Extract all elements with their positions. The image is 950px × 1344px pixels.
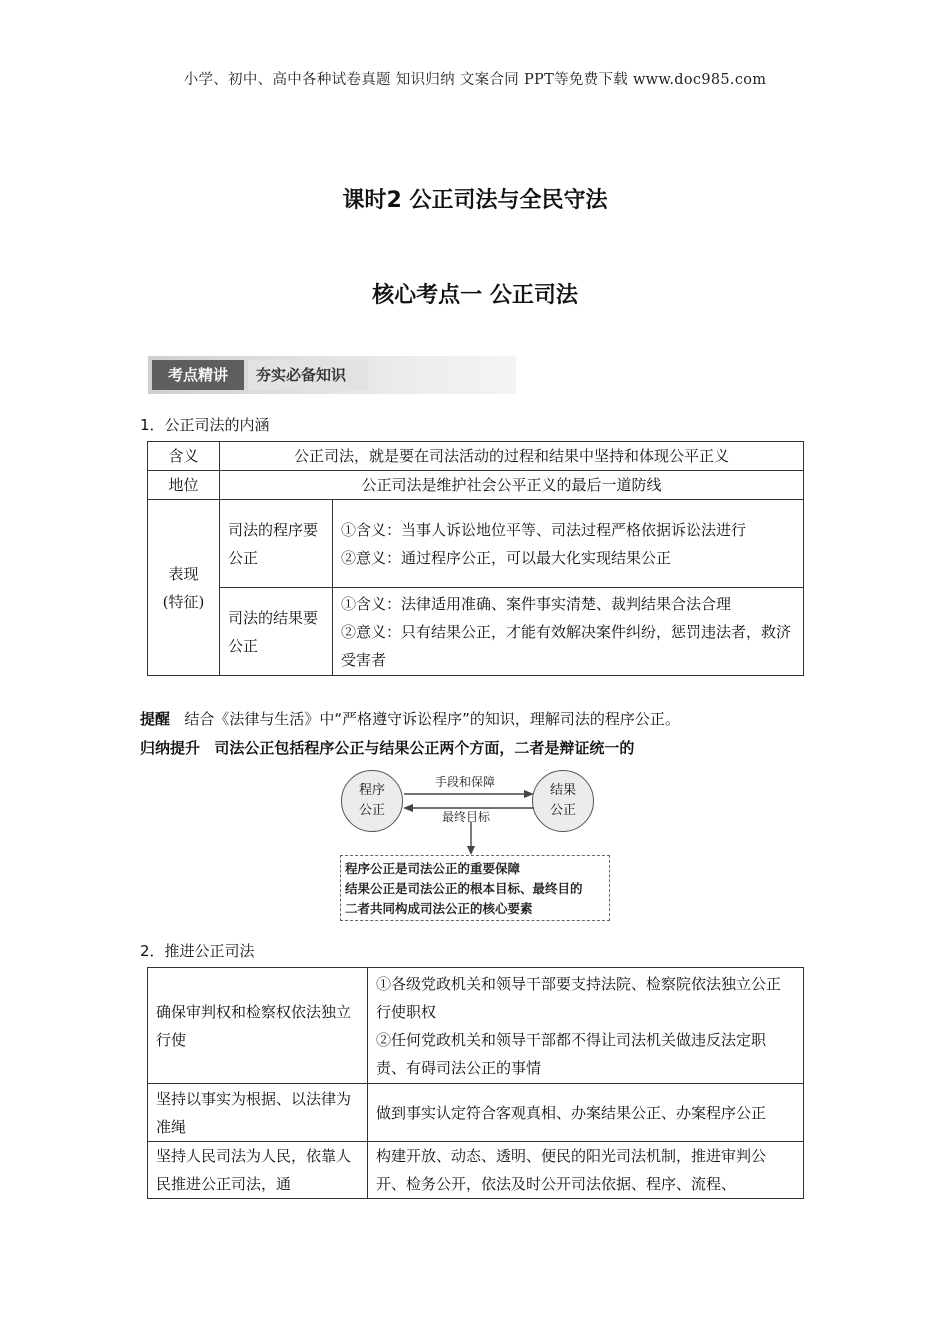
procedure-label: 司法的程序要公正 xyxy=(220,500,333,588)
row1-item2: ②任何党政机关和领导干部都不得让司法机关做违反法定职责、有碍司法公正的事情 xyxy=(376,1030,767,1077)
procedure-content xyxy=(333,500,804,588)
result-justice-circle xyxy=(532,770,594,832)
result-content xyxy=(333,588,804,676)
result-significance: ②意义：只有结果公正，才能有效解决案件纠纷，惩罚违法者，救济受害者 xyxy=(341,622,792,669)
banner-label-sub: 夯实必备知识 xyxy=(248,360,368,390)
summary-box-line3: 二者共同构成司法公正的核心要素 xyxy=(345,901,533,916)
table2-row3-right: 构建开放、动态、透明、便民的阳光司法机制，推进审判公开、检务公开，依法及时公开司法依据、程序、流程、 xyxy=(368,1142,804,1199)
bottom-arrow-label: 最终目标 xyxy=(442,810,491,824)
result-meaning: ①含义：法律适用准确、案件事实清楚、裁判结果合法合理 xyxy=(341,594,732,613)
meaning-text: 公正司法，就是要在司法活动的过程和结果中坚持和体现公平正义 xyxy=(220,442,804,471)
summary-box xyxy=(340,855,610,921)
left-circle-line1: 程序 xyxy=(358,783,385,798)
right-circle-line1: 结果 xyxy=(549,783,576,798)
connotation-table xyxy=(147,441,804,676)
right-circle-line2: 公正 xyxy=(549,803,576,818)
row1-item1: ①各级党政机关和领导干部要支持法院、检察院依法独立公正行使职权 xyxy=(376,974,782,1021)
summary-box-line2: 结果公正是司法公正的根本目标、最终目的 xyxy=(345,881,583,896)
remind-note xyxy=(140,708,680,729)
status-text: 公正司法是维护社会公平正义的最后一道防线 xyxy=(220,471,804,500)
meaning-label: 含义 xyxy=(148,442,220,471)
page-header: 小学、初中、高中各种试卷真题 知识归纳 文案合同 PPT等免费下载 www.doc985.com xyxy=(183,72,767,88)
topic-banner xyxy=(148,356,516,394)
status-label: 地位 xyxy=(148,471,220,500)
promote-justice-table xyxy=(147,967,804,1199)
section1-heading: 1．公正司法的内涵 xyxy=(140,416,270,434)
lesson-title: 课时2 公正司法与全民守法 xyxy=(342,188,608,213)
table2-row1-left: 确保审判权和检察权依法独立行使 xyxy=(148,968,368,1084)
summary-label: 归纳提升 xyxy=(140,739,201,757)
section-title: 核心考点一 公正司法 xyxy=(372,283,578,308)
table2-row1-right xyxy=(368,968,804,1084)
procedure-meaning: ①含义：当事人诉讼地位平等、司法过程严格依据诉讼法进行 xyxy=(341,520,747,539)
remind-label: 提醒 xyxy=(140,710,171,728)
top-arrow-label: 手段和保障 xyxy=(435,775,496,789)
result-label: 司法的结果要公正 xyxy=(220,588,333,676)
summary-box-line1: 程序公正是司法公正的重要保障 xyxy=(345,861,521,876)
left-circle-line2: 公正 xyxy=(358,803,385,818)
summary-text: 司法公正包括程序公正与结果公正两个方面，二者是辩证统一的 xyxy=(214,739,635,757)
section2-heading: 2．推进公正司法 xyxy=(140,942,255,960)
table2-row2-right: 做到事实认定符合客观真相、办案结果公正、办案程序公正 xyxy=(368,1084,804,1142)
manifest-label-text: 表现(特征) xyxy=(162,564,205,611)
procedure-justice-circle xyxy=(341,770,403,832)
table2-row3-left: 坚持人民司法为人民，依靠人民推进公正司法，通 xyxy=(148,1142,368,1199)
summary-note xyxy=(140,737,634,758)
remind-text: 结合《法律与生活》中“严格遵守诉讼程序”的知识，理解司法的程序公正。 xyxy=(184,710,680,728)
manifest-label xyxy=(148,500,220,676)
banner-label-main: 考点精讲 xyxy=(152,360,244,390)
table2-row2-left: 坚持以事实为根据、以法律为准绳 xyxy=(148,1084,368,1142)
procedure-significance: ②意义：通过程序公正，可以最大化实现结果公正 xyxy=(341,548,672,567)
